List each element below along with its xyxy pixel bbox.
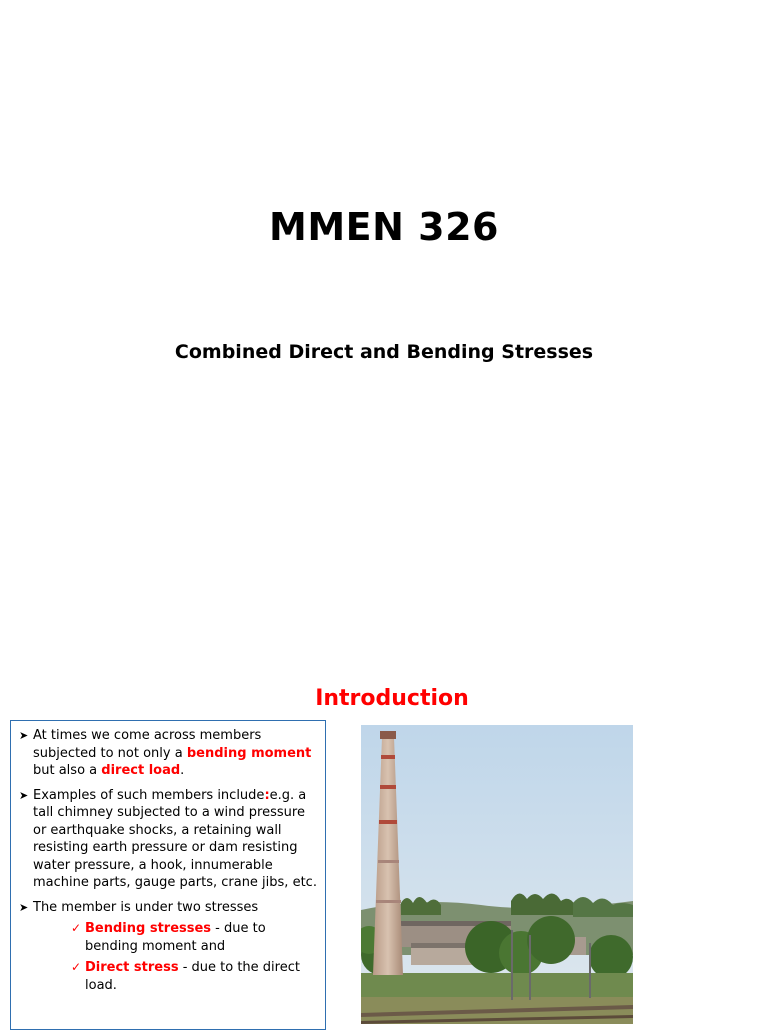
colon-mark: : [264, 787, 270, 803]
slide-title: MMEN 326 [269, 205, 499, 249]
checkmark-icon: ✓ [71, 921, 82, 935]
checkmark-icon: ✓ [71, 960, 82, 974]
arrow-bullet-icon: ➤ [19, 900, 29, 914]
sub-bullet-item: ✓ Bending stresses - due to bending moment and [71, 921, 266, 954]
chimney-photo [361, 725, 633, 1024]
slide-subtitle: Combined Direct and Bending Stresses [174, 341, 594, 363]
section-heading: Introduction [315, 686, 469, 711]
bullet-item: ➤ The member is under two stresses ✓ Bending stresses - due to bending moment and ✓ Direct stress - due to the direct load. [19, 899, 317, 995]
arrow-bullet-icon: ➤ [19, 729, 29, 742]
arrow-bullet-icon: ➤ [19, 788, 29, 802]
bullet-item: ➤ At times we come across members subjected to not only a bending moment but also a direct load. [19, 728, 312, 778]
bullet-item: ➤ Examples of such members include:e.g. a tall chimney subjected to a wind pressure or earthquake shocks, a retaining wall resisting earth pressure or dam resisting water pressure, a hook, innumerable machine parts, gauge parts, crane jibs, etc. [19, 787, 317, 890]
highlight-bending-moment: bending moment [186, 745, 312, 761]
highlight-direct-load: direct load [101, 763, 181, 778]
sub-bullet-item: ✓ Direct stress - due to the direct load. [71, 960, 300, 993]
intro-text-box [10, 720, 326, 1030]
